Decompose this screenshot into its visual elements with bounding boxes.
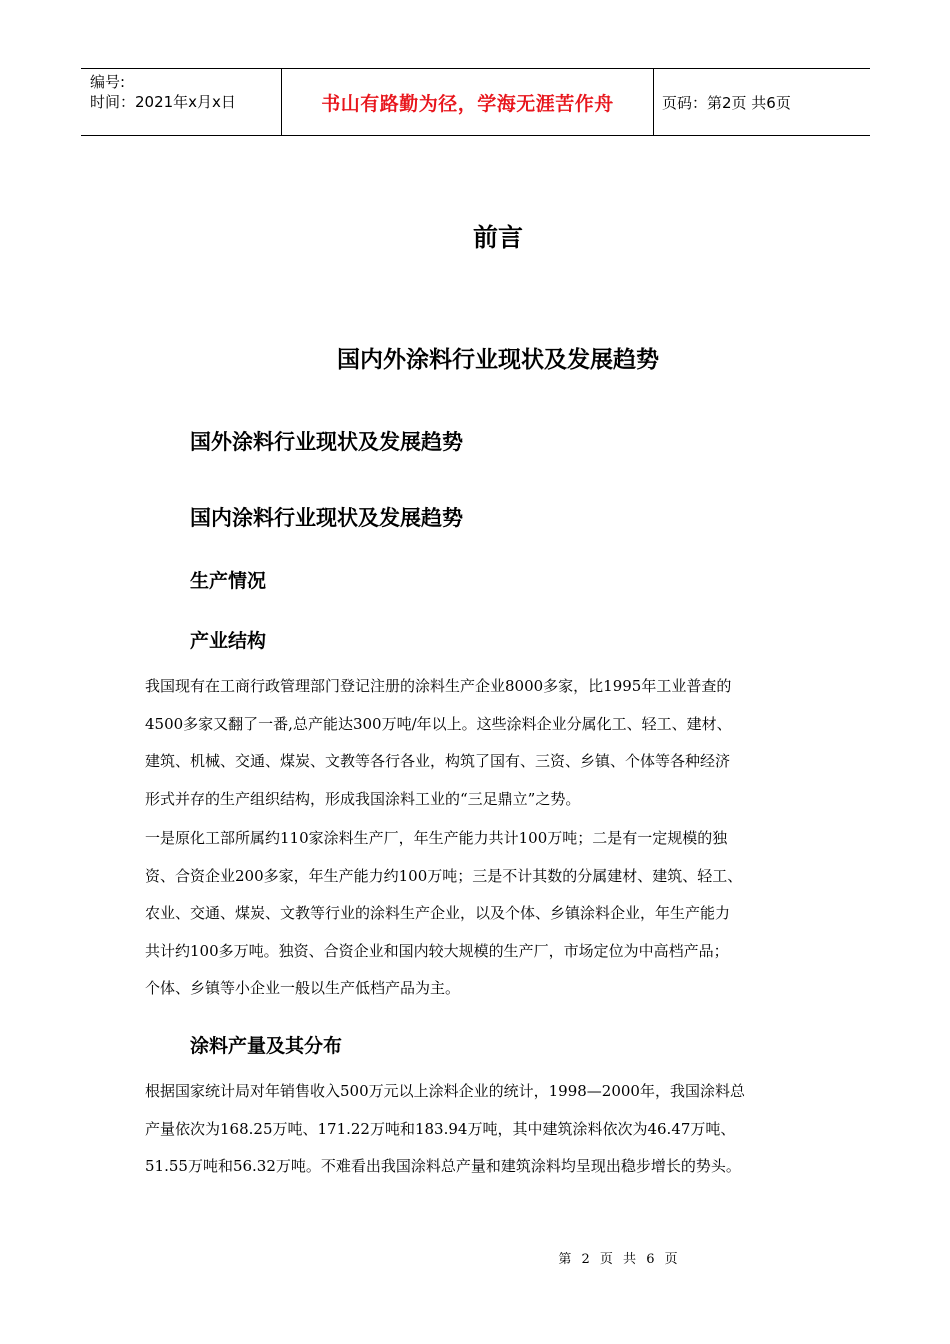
paragraph-line: 我国现有在工商行政管理部门登记注册的涂料生产企业8000多家，比1995年工业普查的 bbox=[145, 677, 732, 695]
paragraph-line: 根据国家统计局对年销售收入500万元以上涂料企业的统计，1998—2000年，我国涂料总 bbox=[145, 1082, 745, 1100]
subsection-structure-heading: 产业结构 bbox=[190, 630, 267, 652]
main-title: 国内外涂料行业现状及发展趋势 bbox=[337, 347, 659, 373]
subsection-production-heading: 生产情况 bbox=[190, 570, 267, 592]
page-footer: 第 2 页 共 6 页 bbox=[558, 1252, 678, 1267]
subsection-output-heading: 涂料产量及其分布 bbox=[190, 1035, 343, 1057]
paragraph-line: 资、合资企业200多家，年生产能力约100万吨；三是不计其数的分属建材、建筑、轻工、 bbox=[145, 866, 743, 885]
section-domestic-heading: 国内涂料行业现状及发展趋势 bbox=[190, 506, 463, 530]
paragraph-line: 农业、交通、煤炭、文教等行业的涂料生产企业，以及个体、乡镇涂料企业，年生产能力 bbox=[145, 904, 731, 922]
paragraph-line: 建筑、机械、交通、煤炭、文教等各行各业，构筑了国有、三资、乡镇、个体等各种经济 bbox=[145, 752, 731, 770]
section-foreign-heading: 国外涂料行业现状及发展趋势 bbox=[190, 430, 463, 454]
paragraph-output-stats bbox=[145, 1073, 835, 1186]
paragraph-industry-structure bbox=[145, 668, 835, 818]
paragraph-line: 4500多家又翻了一番,总产能达300万吨/年以上。这些涂料企业分属化工、轻工、建材、 bbox=[145, 714, 732, 733]
paragraph-line: 个体、乡镇等小企业一般以生产低档产品为主。 bbox=[145, 979, 461, 997]
page-header bbox=[81, 68, 870, 136]
serial-label: 编号: bbox=[90, 73, 126, 91]
preface-title: 前言 bbox=[472, 223, 523, 252]
time-label: 时间：2021年x月x日 bbox=[90, 93, 236, 111]
page-info: 页码：第2页 共6页 bbox=[662, 93, 791, 112]
paragraph-line: 产量依次为168.25万吨、171.22万吨和183.94万吨，其中建筑涂料依次为46.47万吨、 bbox=[145, 1119, 736, 1138]
paragraph-line: 51.55万吨和56.32万吨。不难看出我国涂料总产量和建筑涂料均呈现出稳步增长的势头。 bbox=[145, 1157, 741, 1175]
paragraph-line: 形式并存的生产组织结构，形成我国涂料工业的“三足鼎立”之势。 bbox=[145, 789, 581, 808]
header-motto-cell bbox=[282, 69, 654, 135]
paragraph-line: 共计约100多万吨。独资、合资企业和国内较大规模的生产厂，市场定位为中高档产品； bbox=[145, 941, 729, 960]
paragraph-three-pillars bbox=[145, 820, 835, 1008]
header-page-cell bbox=[654, 69, 870, 135]
paragraph-line: 一是原化工部所属约110家涂料生产厂，年生产能力共计100万吨；二是有一定规模的独 bbox=[145, 829, 728, 847]
header-meta bbox=[81, 69, 282, 135]
motto-text: 书山有路勤为径，学海无涯苦作舟 bbox=[321, 92, 614, 115]
